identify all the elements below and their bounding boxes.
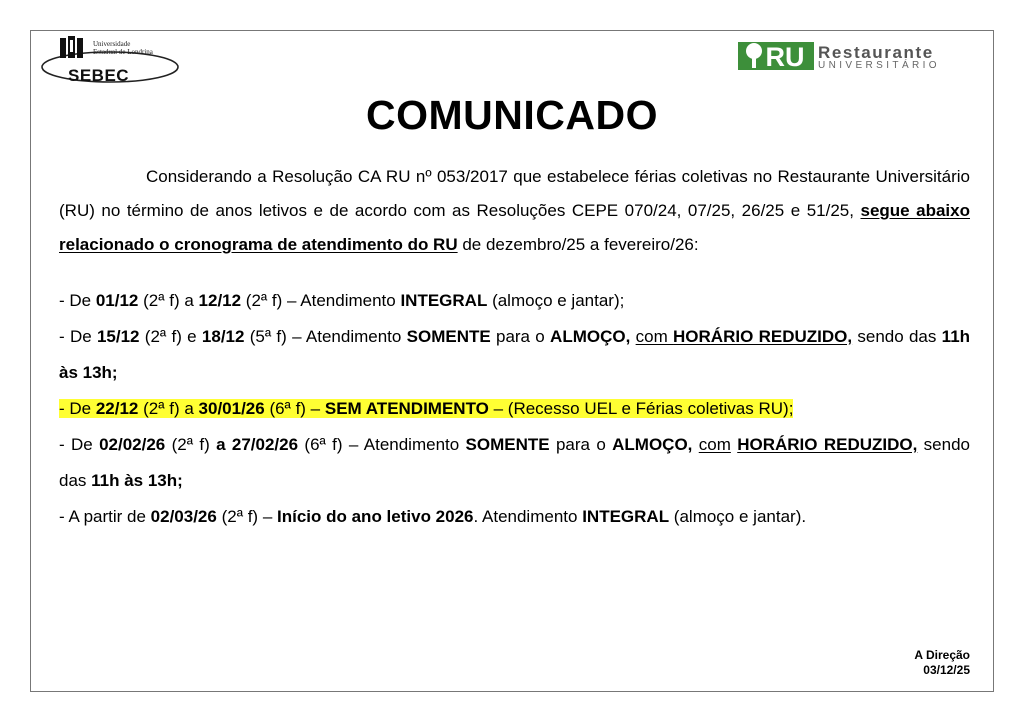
schedule-item-1 xyxy=(59,283,970,319)
text-segment: 18/12 xyxy=(201,327,245,346)
text-segment: (2ª f) – Atendimento xyxy=(241,291,401,310)
text-segment: - De xyxy=(59,291,96,310)
text-segment: - A partir de xyxy=(59,507,151,526)
ru-logo-line1: Restaurante xyxy=(818,43,934,62)
intro-text: Considerando a Resolução CA RU nº 053/2017 que estabelece férias coletivas no Restaurante Universitário (RU) no término de anos letivos e de acordo com as Resoluções CEPE 070/24, 07/25, 26/25 e 51/25, xyxy=(59,167,970,220)
text-segment: INTEGRAL xyxy=(400,291,488,310)
text-segment: 11h às 13h; xyxy=(59,327,971,382)
signature-date: 03/12/25 xyxy=(923,663,970,677)
sebec-name: SEBEC xyxy=(68,66,130,85)
text-segment: com xyxy=(698,435,731,454)
emphasis-text xyxy=(737,435,917,454)
schedule-item-2 xyxy=(59,319,970,391)
text-segment: (5ª f) – Atendimento xyxy=(244,327,407,346)
sebec-logo xyxy=(40,36,180,88)
text-segment: (2ª f) xyxy=(165,435,217,454)
signature-block xyxy=(914,648,970,678)
intro-text-end: de dezembro/25 a fevereiro/26: xyxy=(457,235,699,254)
text-segment: (2ª f) a xyxy=(138,291,199,310)
text-segment: (almoço e jantar). xyxy=(669,507,807,526)
text-segment: sendo das xyxy=(59,435,971,490)
text-segment: – (Recesso UEL e Férias coletivas RU); xyxy=(488,399,794,418)
text-segment: 02/02/26 xyxy=(99,435,166,454)
schedule-item-5 xyxy=(59,499,970,535)
intro-emphasis: segue abaixo relacionado o cronograma de atendimento do RU xyxy=(59,201,970,254)
schedule-list xyxy=(59,283,970,535)
text-segment: - De xyxy=(59,435,100,454)
university-line1: Universidade xyxy=(93,40,131,48)
text-segment: (almoço e jantar); xyxy=(487,291,625,310)
university-line2: Estadual de Londrina xyxy=(93,48,153,56)
text-segment: ALMOÇO, xyxy=(550,327,631,346)
highlighted-text xyxy=(59,399,793,418)
text-segment: 30/01/26 xyxy=(198,399,265,418)
text-segment: SEM ATENDIMENTO xyxy=(324,399,489,418)
text-segment: sendo das xyxy=(852,327,942,346)
text-segment: 22/12 xyxy=(95,399,139,418)
text-segment: com xyxy=(635,327,674,346)
text-segment: (6ª f) – xyxy=(264,399,325,418)
schedule-item-3 xyxy=(59,391,970,427)
text-segment: HORÁRIO REDUZIDO, xyxy=(673,327,853,346)
text-segment: para o xyxy=(549,435,613,454)
emphasis-text xyxy=(673,327,852,346)
text-segment: (2ª f) – xyxy=(216,507,277,526)
text-segment: 01/12 xyxy=(95,291,139,310)
text-segment: 11h às 13h; xyxy=(91,471,183,490)
announcement-body xyxy=(59,160,970,535)
text-segment: . Atendimento xyxy=(473,507,583,526)
text-segment: SOMENTE xyxy=(465,435,550,454)
text-segment: HORÁRIO REDUZIDO, xyxy=(737,435,918,454)
text-segment: 15/12 xyxy=(96,327,140,346)
text-segment: (6ª f) – Atendimento xyxy=(298,435,466,454)
text-segment: INTEGRAL xyxy=(582,507,670,526)
text-segment: ALMOÇO, xyxy=(612,435,693,454)
university-name xyxy=(93,40,153,56)
ru-logo-line2: UNIVERSITÁRIO xyxy=(818,60,940,71)
ru-tree-logo-icon xyxy=(738,40,814,72)
text-segment: (2ª f) e xyxy=(139,327,202,346)
schedule-item-4 xyxy=(59,427,970,499)
text-segment: - De xyxy=(59,399,96,418)
text-segment: 12/12 xyxy=(198,291,242,310)
text-segment: para o xyxy=(490,327,551,346)
text-segment: Início do ano letivo 2026 xyxy=(277,507,474,526)
text-segment: a 27/02/26 xyxy=(216,435,299,454)
text-segment: SOMENTE xyxy=(406,327,491,346)
text-segment: (2ª f) a xyxy=(138,399,199,418)
text-segment: - De xyxy=(59,327,97,346)
text-segment: 02/03/26 xyxy=(150,507,217,526)
intro-paragraph xyxy=(59,160,970,262)
ru-mark: RU xyxy=(765,42,805,72)
signature-name: A Direção xyxy=(914,648,970,662)
page-title: COMUNICADO xyxy=(366,92,658,138)
ru-logo xyxy=(738,40,982,74)
